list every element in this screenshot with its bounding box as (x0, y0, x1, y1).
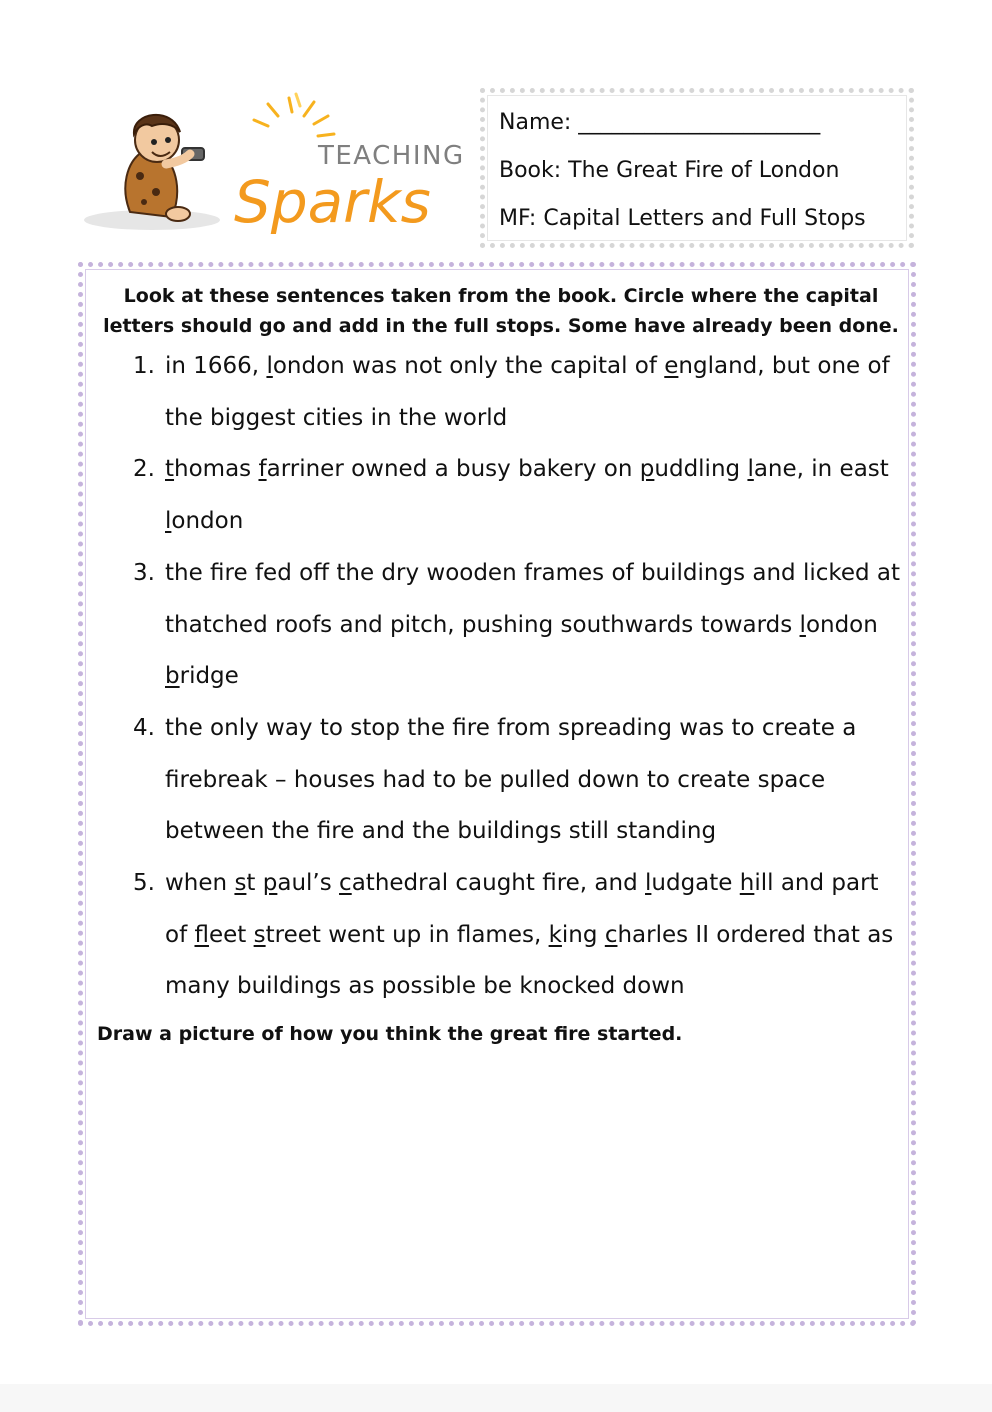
instructions-text: Look at these sentences taken from the book. Circle where the capital letters should go and add in the full stops. Some have already been done. (103, 285, 899, 337)
sentence-segment: ondon (171, 508, 244, 535)
sentence-number: 4. (133, 714, 155, 741)
underlined-letter: l (747, 456, 754, 483)
underlined-letter: c (604, 921, 618, 948)
sentence-segment: athedral caught fire, and (351, 870, 646, 897)
sentence-text[interactable] (165, 456, 889, 534)
sentence-text[interactable] (165, 715, 856, 844)
sentence-segment: when (165, 870, 235, 897)
sentence-segment: udgate (651, 870, 740, 897)
worksheet-box (78, 262, 916, 1326)
name-field[interactable]: Name: ______________________ (499, 110, 821, 135)
underlined-letter: l (165, 508, 172, 535)
underlined-letter: p (262, 870, 278, 897)
sentence-segment: harles II ordered that as many buildings as possible be knocked down (165, 921, 894, 1000)
sun-rays-icon (254, 94, 334, 136)
sentence-list (123, 341, 903, 1013)
teaching-sparks-logo (82, 92, 466, 244)
sentence-item (123, 548, 903, 703)
logo-graphic (82, 92, 466, 244)
underlined-letter: s (253, 921, 266, 948)
underlined-letter: l (799, 611, 806, 638)
sentence-segment: arriner owned a busy bakery on (266, 456, 640, 483)
underlined-letter: f (194, 921, 209, 948)
logo-teaching-text: TEACHING (318, 141, 465, 171)
sentence-text[interactable] (165, 560, 900, 689)
draw-prompt: Draw a picture of how you think the great fire started. (97, 1023, 683, 1045)
sentence-segment: ridge (179, 663, 239, 690)
sentence-segment: in 1666, (165, 353, 267, 379)
sentence-segment: ane, in east (753, 456, 889, 483)
info-box (480, 88, 914, 248)
drawing-area[interactable] (97, 1057, 897, 1307)
sentence-segment: uddling (654, 456, 748, 483)
sentence-segment: t (246, 870, 263, 897)
sentence-segment: ing (561, 921, 605, 948)
book-label: Book: The Great Fire of London (499, 158, 840, 183)
sentence-segment: ngland, but one of the biggest cities in the world (165, 353, 890, 431)
caveman-icon (125, 115, 204, 221)
underlined-letter: s (234, 870, 247, 897)
underlined-letter: l (266, 353, 273, 379)
sentence-item (123, 858, 903, 1013)
sentence-segment: ondon was not only the capital of (272, 353, 665, 379)
sentence-segment: aul’s (277, 870, 340, 897)
underlined-letter: e (664, 353, 679, 379)
sentence-number: 3. (133, 559, 155, 586)
underlined-letter: f (258, 456, 267, 483)
logo-sparks-text: Sparks (234, 168, 431, 236)
sentence-number: 5. (133, 870, 155, 897)
underlined-letter: l (645, 870, 652, 897)
underlined-letter: h (739, 870, 755, 897)
sentence-segment: the fire fed off the dry wooden frames of buildings and licked at thatched roofs and pitch, pushing southwards towards (165, 559, 901, 638)
mf-label: MF: Capital Letters and Full Stops (499, 206, 866, 231)
sentence-segment: ill and part of (165, 870, 879, 948)
underlined-letter: t (165, 456, 175, 483)
sentence-number: 2. (133, 456, 155, 483)
underlined-letter: b (165, 663, 180, 690)
sentence-item (123, 341, 903, 444)
sentence-item (123, 703, 903, 858)
sentence-text[interactable] (165, 870, 893, 999)
sentence-text[interactable] (165, 353, 890, 431)
sentence-segment: the only way to stop the fire from spreading was to create a firebreak – houses had to be pulled down to create space between the fire and the buildings still standing (165, 714, 857, 845)
underlined-letter: c (339, 870, 352, 897)
page-bottom-strip (0, 1384, 992, 1412)
sentence-segment: treet went up in flames, (265, 921, 549, 948)
sentence-segment: ondon (805, 611, 878, 638)
sentence-segment: homas (174, 456, 259, 483)
underlined-letter: p (639, 456, 655, 483)
sentence-item (123, 444, 903, 547)
underlined-letter: k (548, 921, 562, 948)
sentence-segment: leet (208, 921, 254, 948)
sentence-number: 1. (133, 353, 155, 379)
